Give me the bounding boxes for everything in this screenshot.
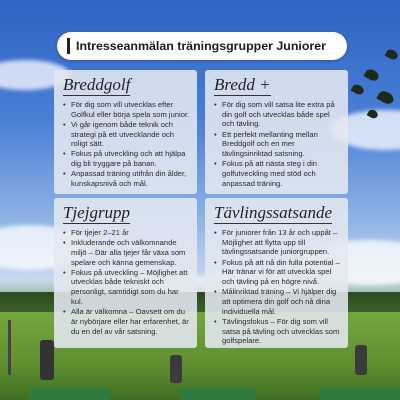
hitting-mat xyxy=(320,388,400,400)
title-accent-bar xyxy=(67,38,70,54)
page-title-banner xyxy=(57,32,347,60)
card-heading-text: Tävlingssatsande xyxy=(214,203,333,222)
leaf xyxy=(376,89,395,107)
card-heading-text: Tjejgrupp xyxy=(63,203,131,222)
card-heading xyxy=(63,76,190,96)
golfer-silhouette xyxy=(8,320,11,375)
list-item: • Tävlingsfokus – För dig som vill satsa på tävling och utvecklas som golfspelare. xyxy=(214,317,341,346)
card-tjejgrupp xyxy=(54,198,197,348)
list-item: • Anpassad träning utifrån din ålder, kunskapsnivå och mål. xyxy=(63,169,190,188)
page-title: Intresseanmälan träningsgrupper Juniorer xyxy=(76,39,326,53)
card-bredd-plus xyxy=(205,70,348,194)
card-tavlingssatsande xyxy=(205,198,348,348)
list-item: • Vi går igenom både teknik och strategi på ett utvecklande och roligt sätt. xyxy=(63,120,190,149)
list-item: • Alla är välkomna – Oavsett om du är nybörjare eller har erfarenhet, är du en del av vår satsning. xyxy=(63,307,190,336)
list-item: • För tjejer 2–21 år xyxy=(63,228,190,238)
bullet-list xyxy=(214,228,341,346)
card-heading-text: Breddgolf xyxy=(63,75,131,94)
golf-bag xyxy=(40,340,54,380)
golf-bag xyxy=(170,355,182,383)
list-item: • Målinriktad träning – Vi hjälper dig att optimera din golf och nå dina individuella mål. xyxy=(214,287,341,316)
list-item: • Ett perfekt mellanting mellan Breddgolf och en mer tävlingsinriktad satsning. xyxy=(214,130,341,159)
hitting-mat xyxy=(30,388,110,400)
card-breddgolf xyxy=(54,70,197,194)
bullet-list xyxy=(63,228,190,336)
list-item: • För dig som vill satsa lite extra på din golf och utvecklas både spel och tävling. xyxy=(214,100,341,129)
card-heading xyxy=(214,76,341,96)
leaf xyxy=(363,67,380,83)
list-item: • Fokus på utveckling och att hjälpa dig bli tryggare på banan. xyxy=(63,149,190,168)
leaf xyxy=(385,48,400,62)
hitting-mat xyxy=(180,388,255,400)
list-item: • Fokus på att nå din fulla potential – Här tränar vi för att utveckla spel och tävling på en högre nivå. xyxy=(214,258,341,287)
golf-bag xyxy=(355,345,367,375)
bullet-list xyxy=(214,100,341,188)
card-heading-text: Bredd + xyxy=(214,75,271,94)
bullet-list xyxy=(63,100,190,189)
list-item: • Fokus på att nästa steg i din golfutveckling med stöd och anpassad träning. xyxy=(214,159,341,188)
leaf xyxy=(351,83,366,97)
list-item: • Fokus på utveckling – Möjlighet att utvecklas både tekniskt och personligt, samtidigt som du har kul. xyxy=(63,268,190,307)
list-item: • För juniorer från 13 år och uppåt – Möjlighet att flytta upp till tävlingssatsande juniorgruppen. xyxy=(214,228,341,257)
list-item: • För dig som vill utvecklas efter Golfkul eller börja spela som junior. xyxy=(63,100,190,119)
card-heading xyxy=(63,204,190,224)
list-item: • Inkluderande och välkomnande miljö – Där alla tjejer får växa som spelare och känna gemenskap. xyxy=(63,238,190,267)
card-heading xyxy=(214,204,341,224)
